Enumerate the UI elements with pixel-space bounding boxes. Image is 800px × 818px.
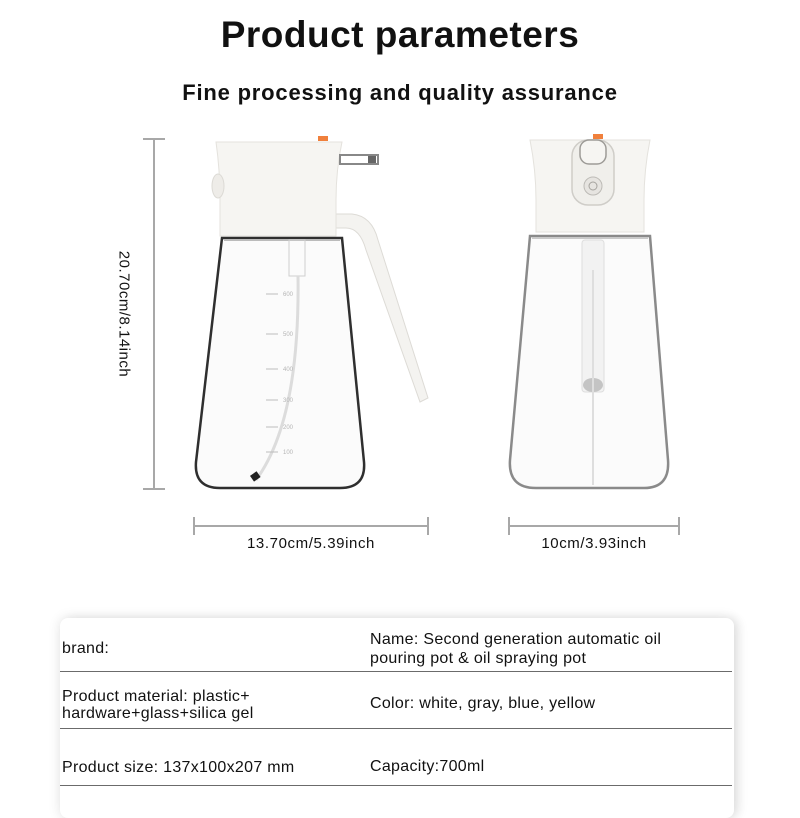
svg-text:200: 200 bbox=[283, 425, 294, 431]
svg-text:300: 300 bbox=[283, 398, 294, 404]
dimension-cap-right bbox=[678, 517, 680, 535]
dimension-line-vertical bbox=[153, 139, 155, 489]
spec-material: Product material: plastic+ hardware+glass+silica gel bbox=[62, 688, 254, 722]
spec-color: Color: white, gray, blue, yellow bbox=[370, 695, 596, 712]
width-label-spraying-pot: 10cm/3.93inch bbox=[541, 535, 647, 552]
spec-size: Product size: 137x100x207 mm bbox=[62, 759, 295, 776]
page-subtitle: Fine processing and quality assurance bbox=[182, 80, 618, 105]
oil-spraying-pot-image bbox=[500, 130, 680, 500]
spec-capacity: Capacity:700ml bbox=[370, 758, 485, 775]
height-label: 20.70cm/8.14inch bbox=[115, 250, 133, 378]
page-title: Product parameters bbox=[220, 14, 580, 55]
spec-row bbox=[60, 729, 732, 786]
dimension-cap-bottom bbox=[143, 488, 165, 490]
width-label-pouring-pot: 13.70cm/5.39inch bbox=[246, 535, 375, 552]
spec-row bbox=[60, 672, 732, 729]
dimension-line-horizontal bbox=[194, 525, 428, 527]
dimension-cap-right bbox=[427, 517, 429, 535]
spec-row bbox=[60, 618, 732, 672]
svg-text:500: 500 bbox=[283, 332, 294, 338]
svg-text:400: 400 bbox=[283, 367, 294, 373]
spec-brand: brand: bbox=[62, 640, 110, 657]
oil-pouring-pot-image bbox=[185, 130, 445, 500]
dimension-line-horizontal bbox=[509, 525, 679, 527]
spec-name: Name: Second generation automatic oil pouring pot & oil spraying pot bbox=[370, 631, 662, 667]
svg-text:600: 600 bbox=[283, 292, 294, 298]
svg-text:100: 100 bbox=[283, 450, 294, 456]
